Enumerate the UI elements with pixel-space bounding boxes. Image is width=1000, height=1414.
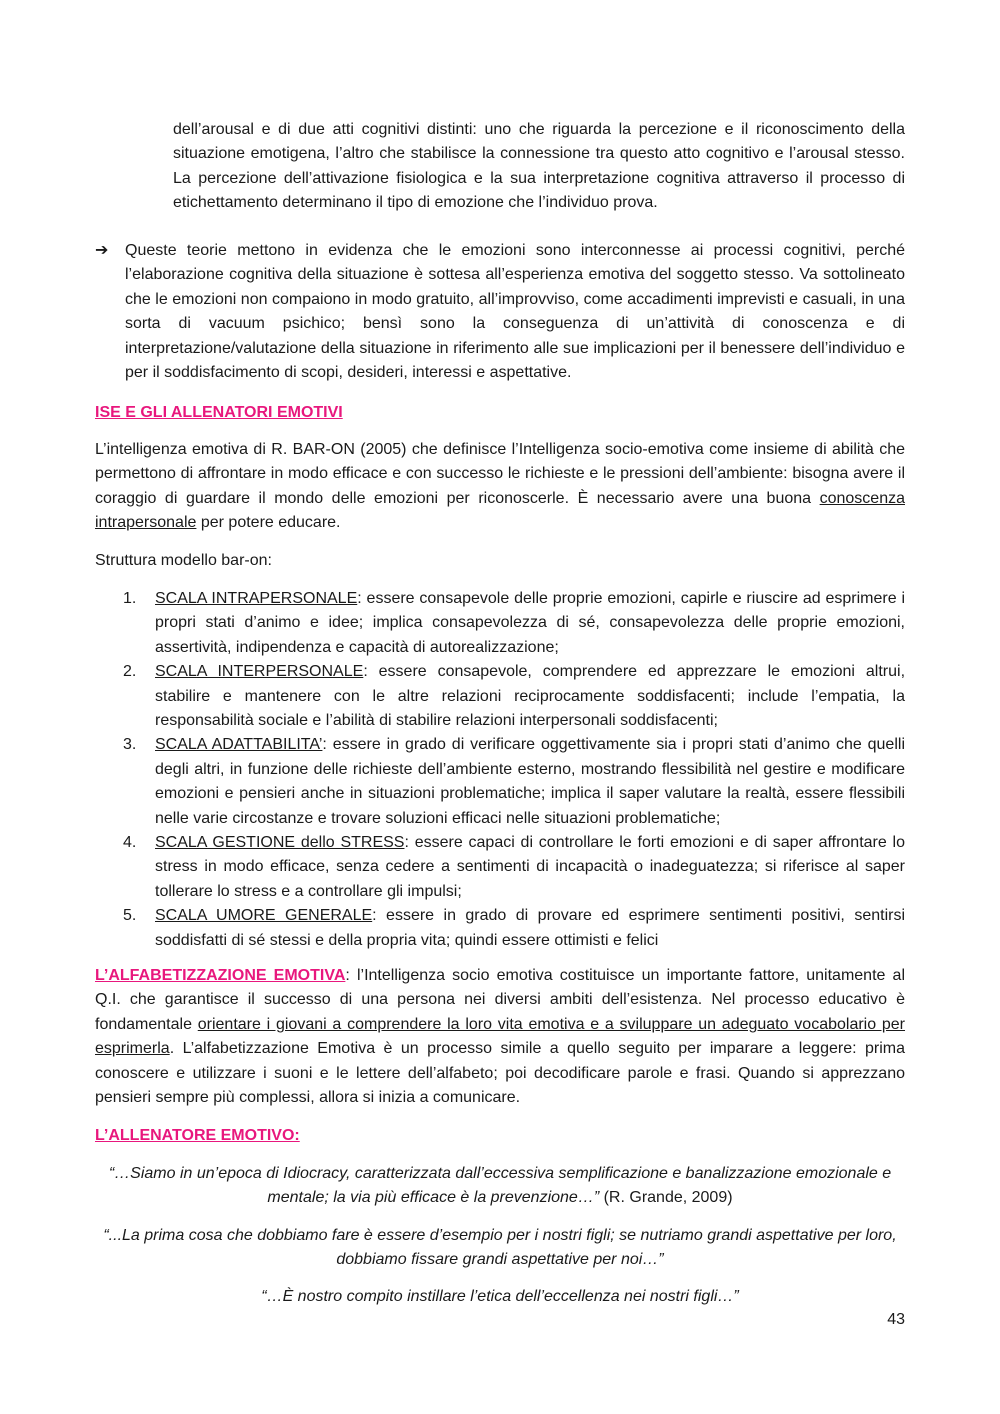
list-item xyxy=(95,587,905,660)
list-number: 1. xyxy=(123,590,137,607)
scale-text: : essere in grado di provare ed esprimere sentimenti positivi, sentirsi soddisfatti di sé stessi e della propria vita; quindi essere ottimisti e felici xyxy=(155,907,906,949)
quote-1 xyxy=(95,1162,905,1211)
structure-label: Struttura modello bar-on: xyxy=(95,552,272,569)
arrow-bullet-icon: ➔ xyxy=(95,242,109,259)
quote-text: “…È nostro compito instillare l’etica dell’eccellenza nei nostri figli…” xyxy=(261,1288,739,1305)
list-number: 3. xyxy=(123,736,137,754)
continuation-paragraph: dell’arousal e di due atti cognitivi distinti: uno che riguarda la percezione e il riconoscimento della situazione emotigena, l’altro che stabilisce la connessione tra questo atto cognitivo e l’arousal stesso. La percezione dell’attivazione fisiologica e la sua interpretazione cognitiva attraverso il processo di etichettamento determinano il tipo di emozione che l’individuo prova. xyxy=(173,121,905,212)
alfabetizzazione-text-2: . L’alfabetizzazione Emotiva è un processo simile a quello seguito per imparare a leggere: prima conoscere e utilizzare i suoni e le lettere dell’alfabeto; poi decodificare parole e frasi. Quando si apprezzano pensieri sempre più complessi, allora si inizia a comunicare. xyxy=(95,1040,905,1107)
intro-text-after: per potere educare. xyxy=(196,514,341,532)
scales-list xyxy=(95,587,905,953)
intro-paragraph xyxy=(95,438,905,536)
list-number: 2. xyxy=(123,663,137,681)
scale-text: : essere consapevole delle proprie emozioni, capirle e riuscire ad esprimere i propri stati d’animo e idee; implica consapevolezza di sé, consapevolezza delle proprie emozioni, assertività, indipendenza e capacità di autorealizzazione; xyxy=(155,590,906,656)
arrow-bullet-block xyxy=(95,239,905,385)
list-item xyxy=(95,904,905,953)
scale-text: : essere in grado di verificare oggettivamente sia i propri stati d’animo che quelli degli altri, in funzione delle richieste dell’ambiente esterno, mostrando flessibilità nel gestire e modificare emozioni e pensieri anche in situazioni problematiche; implica il saper valutare la realtà, essere flessibili nelle varie circostanze e trovare soluzioni efficaci nelle situazioni problematiche; xyxy=(155,736,905,827)
quote-source: (R. Grande, 2009) xyxy=(599,1189,733,1207)
quote-3 xyxy=(95,1285,905,1309)
alfabetizzazione-underlined: orientare i giovani a comprendere la loro vita emotiva e a sviluppare un adeguato vocabolario per esprimerla xyxy=(95,1015,906,1058)
list-number: 5. xyxy=(123,907,137,925)
scale-text: : essere consapevole, comprendere ed apprezzare le emozioni altrui, stabilire e mantenere con le altre relazioni reciprocamente soddisfacenti; include l’empatia, la responsabilità sociale e l’abilità di stabilire relazioni interpersonali soddisfacenti; xyxy=(155,663,906,730)
intro-underlined: conoscenza intrapersonale xyxy=(95,489,905,532)
scale-name: SCALA INTERPERSONALE xyxy=(155,663,364,681)
scale-name: SCALA GESTIONE dello STRESS xyxy=(155,834,405,852)
list-item xyxy=(95,831,905,904)
scale-name: SCALA INTRAPERSONALE xyxy=(155,590,358,607)
quote-text: “…Siamo in un’epoca di Idiocracy, caratterizzata dall’eccessiva semplificazione e banalizzazione emozionale e mentale; la via più efficace è la prevenzione…” xyxy=(108,1165,892,1207)
alfabetizzazione-paragraph xyxy=(95,964,905,1110)
scale-name: SCALA UMORE GENERALE xyxy=(155,907,373,925)
list-item xyxy=(95,733,905,831)
scale-text: : essere capaci di controllare le forti emozioni e di saper affrontare lo stress in modo efficace, senza cedere a sentimenti di incapacità o inadeguatezza; si riferisce al saper tollerare lo stress e a controllare gli impulsi; xyxy=(155,834,906,900)
quote-2 xyxy=(95,1224,905,1273)
list-number: 4. xyxy=(123,834,137,852)
arrow-paragraph: Queste teorie mettono in evidenza che le emozioni sono interconnesse ai processi cognitivi, perché l’elaborazione cognitiva della situazione è sottesa all’esperienza emotiva del soggetto stesso. Va sottolineato che le emozioni non compaiono in modo gratuito, all’improvviso, come accadimenti imprevisti e casuali, in una sorta di vacuum psichico; bensì sono la conseguenza di un’attività di conoscenza e di interpretazione/valutazione della situazione in riferimento alle sue implicazioni per il benessere dell’individuo e per il soddisfacimento di scopi, desideri, interessi e aspettative. xyxy=(125,242,905,382)
quote-text: “...La prima cosa che dobbiamo fare è essere d’esempio per i nostri figli; se nutriamo grandi aspettative per loro, dobbiamo fissare grandi aspettative per noi…” xyxy=(103,1227,897,1269)
list-item xyxy=(95,660,905,733)
alfabetizzazione-text-1: : l’Intelligenza socio emotiva costituisce un importante fattore, unitamente al Q.I. che garantisce il successo di una persona nei diversi ambiti dell’esistenza. Nel processo educativo è fondamentale xyxy=(95,967,905,1033)
section-heading-ise: ISE E GLI ALLENATORI EMOTIVI xyxy=(95,404,343,421)
intro-text-before: L’intelligenza emotiva di R. BAR-ON (2005) che definisce l’Intelligenza socio-emotiva come insieme di abilità che permettono di affrontare in modo efficace e con successo le richieste e le pressioni dell’ambiente: bisogna avere il coraggio di guardare il mondo delle emozioni per riconoscerle. È necessario avere una buona xyxy=(95,441,905,507)
section-heading-allenatore: L’ALLENATORE EMOTIVO: xyxy=(95,1127,300,1144)
alfabetizzazione-label: L’ALFABETIZZAZIONE EMOTIVA xyxy=(95,967,346,984)
page-number: 43 xyxy=(887,1311,905,1328)
scale-name: SCALA ADATTABILITA’ xyxy=(155,736,323,754)
